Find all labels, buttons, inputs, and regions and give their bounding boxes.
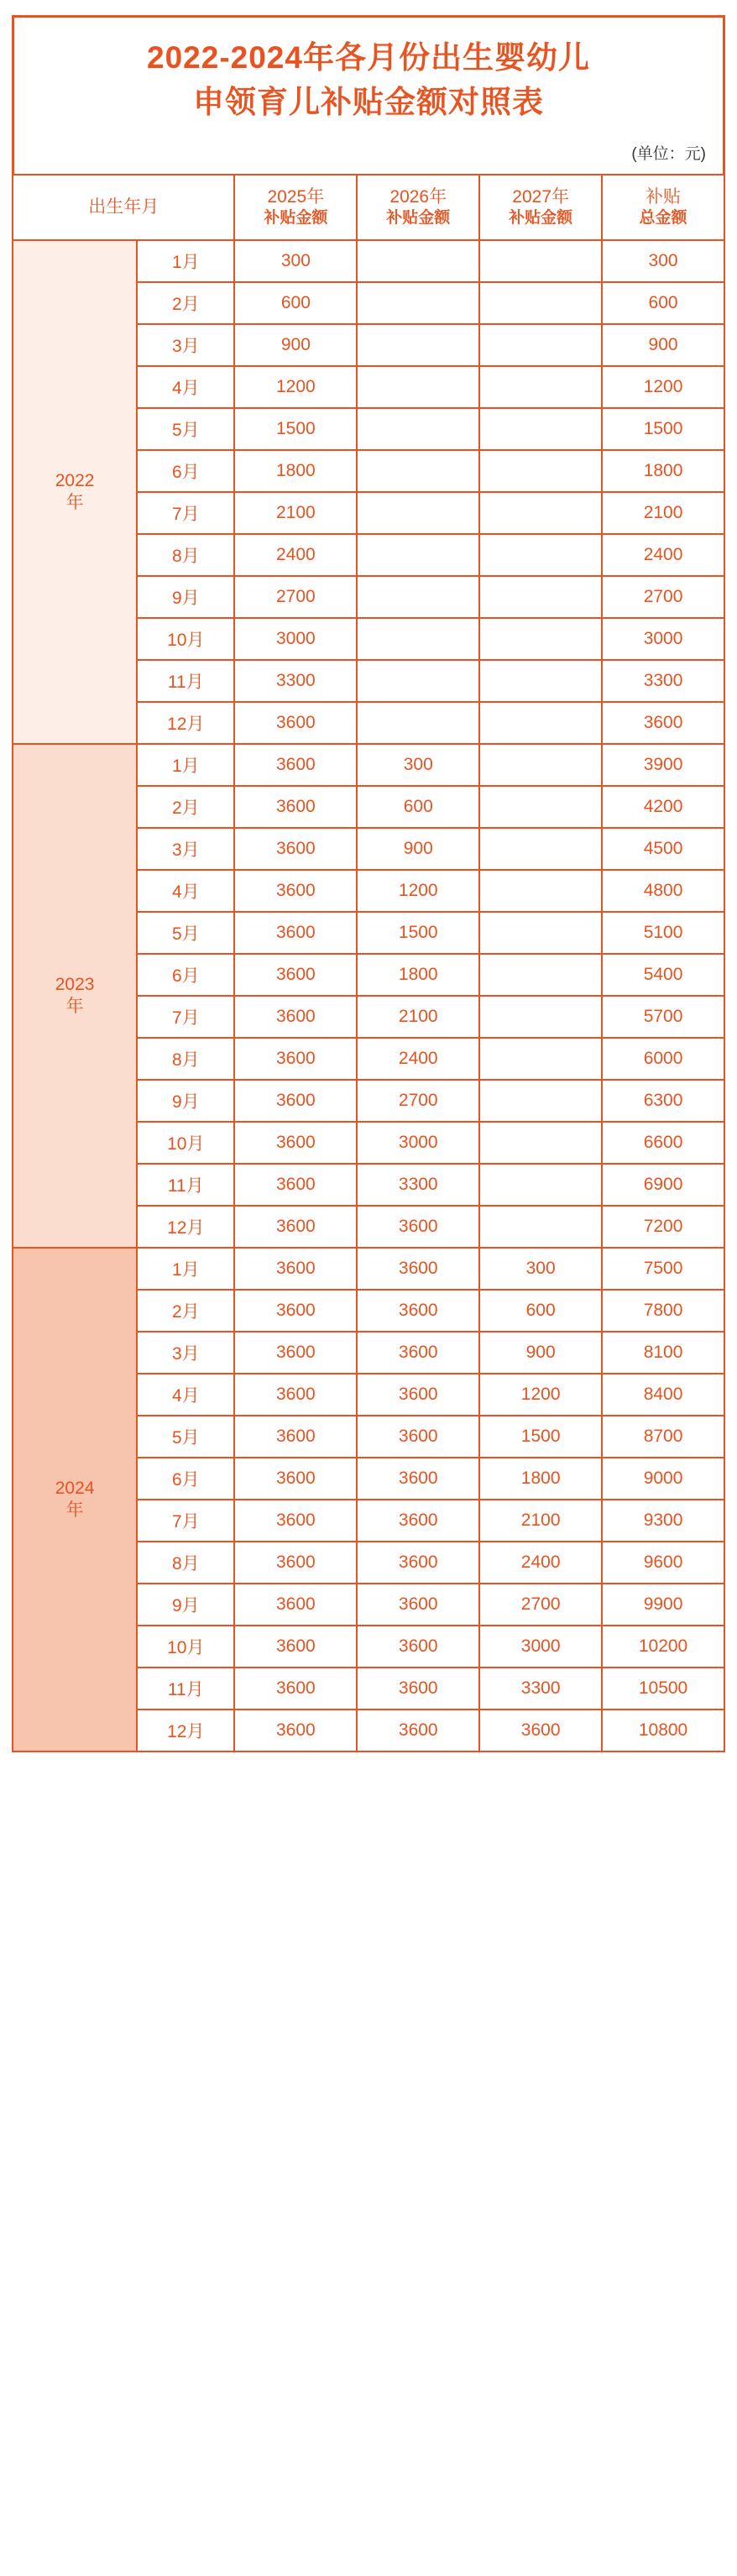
month-cell: 5月: [137, 408, 234, 450]
month-cell: 2月: [137, 282, 234, 324]
subsidy-2025-cell: 1200: [234, 366, 357, 408]
subsidy-2026-cell: 600: [357, 786, 479, 828]
subsidy-2027-cell: [479, 282, 602, 324]
subsidy-2026-cell: 3600: [357, 1668, 479, 1709]
subsidy-2027-cell: 2100: [479, 1500, 602, 1542]
subsidy-2026-cell: [357, 534, 479, 576]
subsidy-table: [12, 174, 725, 1752]
column-header-total: [602, 175, 724, 240]
subsidy-2026-cell: 2100: [357, 996, 479, 1038]
subsidy-2026-cell: [357, 702, 479, 744]
subsidy-2025-cell: 3600: [234, 1122, 357, 1164]
subsidy-2026-cell: [357, 324, 479, 366]
total-cell: 6300: [602, 1080, 724, 1122]
column-header-birth: 出生年月: [13, 175, 234, 240]
total-cell: 2100: [602, 492, 724, 534]
subsidy-2025-cell: 3600: [234, 870, 357, 912]
month-cell: 3月: [137, 828, 234, 870]
subsidy-2027-cell: [479, 828, 602, 870]
subsidy-2025-cell: 3600: [234, 1080, 357, 1122]
month-cell: 9月: [137, 576, 234, 618]
year-group-label-suffix: 年: [65, 997, 84, 1017]
total-cell: 300: [602, 240, 724, 282]
subsidy-2025-cell: 3600: [234, 1709, 357, 1751]
total-cell: 8700: [602, 1416, 724, 1458]
total-cell: 3300: [602, 660, 724, 702]
year-group-label: [13, 240, 137, 744]
column-header-2025: [234, 175, 357, 240]
total-cell: 9900: [602, 1584, 724, 1626]
month-cell: 8月: [137, 534, 234, 576]
subsidy-2027-cell: [479, 702, 602, 744]
subsidy-2026-cell: 3600: [357, 1332, 479, 1374]
month-cell: 6月: [137, 450, 234, 492]
subsidy-2025-cell: 3600: [234, 1374, 357, 1416]
subsidy-2027-cell: [479, 1038, 602, 1080]
subsidy-2027-cell: [479, 954, 602, 996]
subsidy-2026-cell: 2700: [357, 1080, 479, 1122]
subsidy-2025-cell: 3600: [234, 912, 357, 954]
year-group-label-year: 2024: [55, 1478, 95, 1498]
subsidy-2025-cell: 3600: [234, 744, 357, 786]
subsidy-2025-cell: 2700: [234, 576, 357, 618]
total-cell: 10800: [602, 1709, 724, 1751]
total-cell: 3600: [602, 702, 724, 744]
total-cell: 4200: [602, 786, 724, 828]
subsidy-2026-cell: 3600: [357, 1290, 479, 1332]
subsidy-2026-cell: 3600: [357, 1374, 479, 1416]
subsidy-2026-cell: [357, 282, 479, 324]
subsidy-2027-cell: [479, 366, 602, 408]
total-cell: 8100: [602, 1332, 724, 1374]
subsidy-2027-cell: [479, 1164, 602, 1206]
subsidy-2025-cell: 3600: [234, 1038, 357, 1080]
subsidy-2027-cell: 1200: [479, 1374, 602, 1416]
subsidy-2027-cell: 600: [479, 1290, 602, 1332]
month-cell: 7月: [137, 492, 234, 534]
title-line-1: 2022-2024年各月份出生婴幼儿: [147, 40, 590, 75]
month-cell: 4月: [137, 1374, 234, 1416]
subsidy-2025-cell: 3600: [234, 954, 357, 996]
title-block: [12, 15, 725, 136]
total-cell: 10500: [602, 1668, 724, 1709]
subsidy-2025-cell: 2400: [234, 534, 357, 576]
total-cell: 3900: [602, 744, 724, 786]
subsidy-2027-cell: 3600: [479, 1709, 602, 1751]
table-row: [13, 1248, 724, 1290]
subsidy-2025-cell: 3600: [234, 1290, 357, 1332]
total-cell: 3000: [602, 618, 724, 660]
subsidy-2025-cell: 600: [234, 282, 357, 324]
month-cell: 2月: [137, 786, 234, 828]
month-cell: 4月: [137, 366, 234, 408]
subsidy-2027-cell: 2400: [479, 1542, 602, 1584]
subsidy-2025-cell: 2100: [234, 492, 357, 534]
month-cell: 3月: [137, 324, 234, 366]
subsidy-2025-cell: 3600: [234, 1164, 357, 1206]
column-header-2027-year: 2027年: [512, 187, 569, 207]
subsidy-2026-cell: [357, 618, 479, 660]
month-cell: 6月: [137, 954, 234, 996]
column-header-total-sub: 总金额: [639, 209, 687, 228]
total-cell: 5100: [602, 912, 724, 954]
subsidy-2026-cell: 3600: [357, 1458, 479, 1500]
subsidy-2025-cell: 3600: [234, 1458, 357, 1500]
subsidy-2026-cell: 2400: [357, 1038, 479, 1080]
subsidy-2025-cell: 3600: [234, 1542, 357, 1584]
month-cell: 5月: [137, 1416, 234, 1458]
subsidy-2027-cell: [479, 240, 602, 282]
year-group-label: [13, 744, 137, 1248]
year-group-label-year: 2023: [55, 974, 95, 994]
subsidy-2026-cell: [357, 660, 479, 702]
month-cell: 11月: [137, 1164, 234, 1206]
subsidy-2027-cell: [479, 660, 602, 702]
month-cell: 5月: [137, 912, 234, 954]
subsidy-2027-cell: 900: [479, 1332, 602, 1374]
subsidy-2025-cell: 3300: [234, 660, 357, 702]
month-cell: 12月: [137, 1709, 234, 1751]
total-cell: 4800: [602, 870, 724, 912]
month-cell: 1月: [137, 1248, 234, 1290]
subsidy-2026-cell: 3600: [357, 1500, 479, 1542]
year-group-label-year: 2022: [55, 470, 95, 490]
total-cell: 7800: [602, 1290, 724, 1332]
total-cell: 7200: [602, 1206, 724, 1248]
subsidy-2027-cell: [479, 576, 602, 618]
subsidy-2025-cell: 3600: [234, 1500, 357, 1542]
subsidy-2027-cell: 3300: [479, 1668, 602, 1709]
total-cell: 9000: [602, 1458, 724, 1500]
total-cell: 9600: [602, 1542, 724, 1584]
month-cell: 12月: [137, 702, 234, 744]
total-cell: 2700: [602, 576, 724, 618]
subsidy-2027-cell: [479, 450, 602, 492]
subsidy-2026-cell: [357, 450, 479, 492]
subsidy-2026-cell: 3600: [357, 1584, 479, 1626]
subsidy-2025-cell: 3600: [234, 1626, 357, 1668]
column-header-2026-year: 2026年: [389, 187, 447, 207]
title-line-2: 申领育儿补贴金额对照表: [193, 84, 544, 119]
subsidy-2025-cell: 3600: [234, 1584, 357, 1626]
subsidy-2026-cell: [357, 576, 479, 618]
total-cell: 10200: [602, 1626, 724, 1668]
table-body: [13, 240, 724, 1751]
month-cell: 3月: [137, 1332, 234, 1374]
column-header-2026-sub: 补贴金额: [386, 209, 451, 228]
subsidy-2027-cell: [479, 492, 602, 534]
subsidy-2026-cell: 3600: [357, 1248, 479, 1290]
month-cell: 6月: [137, 1458, 234, 1500]
subsidy-2027-cell: 300: [479, 1248, 602, 1290]
total-cell: 7500: [602, 1248, 724, 1290]
total-cell: 1800: [602, 450, 724, 492]
subsidy-2026-cell: 3600: [357, 1206, 479, 1248]
subsidy-2027-cell: [479, 1206, 602, 1248]
subsidy-2027-cell: [479, 786, 602, 828]
subsidy-2025-cell: 3600: [234, 996, 357, 1038]
month-cell: 12月: [137, 1206, 234, 1248]
total-cell: 1200: [602, 366, 724, 408]
subsidy-2026-cell: 300: [357, 744, 479, 786]
total-cell: 9300: [602, 1500, 724, 1542]
subsidy-2026-cell: 3600: [357, 1542, 479, 1584]
table-head: [13, 175, 724, 240]
subsidy-2027-cell: [479, 534, 602, 576]
subsidy-2027-cell: [479, 996, 602, 1038]
column-header-2027: [479, 175, 602, 240]
subsidy-2026-cell: [357, 492, 479, 534]
subsidy-2025-cell: 1500: [234, 408, 357, 450]
total-cell: 4500: [602, 828, 724, 870]
subsidy-2026-cell: 3600: [357, 1709, 479, 1751]
column-header-2026: [357, 175, 479, 240]
subsidy-2025-cell: 3600: [234, 786, 357, 828]
subsidy-2027-cell: 1800: [479, 1458, 602, 1500]
subsidy-2027-cell: 2700: [479, 1584, 602, 1626]
subsidy-2025-cell: 3600: [234, 1332, 357, 1374]
subsidy-2027-cell: [479, 1122, 602, 1164]
unit-note: (单位：元): [12, 136, 725, 174]
subsidy-2027-cell: [479, 618, 602, 660]
total-cell: 5700: [602, 996, 724, 1038]
subsidy-2026-cell: 1200: [357, 870, 479, 912]
subsidy-2025-cell: 3600: [234, 828, 357, 870]
month-cell: 1月: [137, 240, 234, 282]
column-header-2027-sub: 补贴金额: [509, 209, 573, 228]
total-cell: 2400: [602, 534, 724, 576]
subsidy-2027-cell: [479, 324, 602, 366]
month-cell: 10月: [137, 1626, 234, 1668]
total-cell: 600: [602, 282, 724, 324]
month-cell: 9月: [137, 1080, 234, 1122]
subsidy-2027-cell: [479, 912, 602, 954]
subsidy-2026-cell: 3600: [357, 1416, 479, 1458]
month-cell: 8月: [137, 1038, 234, 1080]
subsidy-2027-cell: 3000: [479, 1626, 602, 1668]
subsidy-2025-cell: 3600: [234, 1668, 357, 1709]
total-cell: 6600: [602, 1122, 724, 1164]
year-group-label-suffix: 年: [65, 493, 84, 513]
total-cell: 5400: [602, 954, 724, 996]
month-cell: 10月: [137, 1122, 234, 1164]
column-header-2025-year: 2025年: [267, 187, 325, 207]
month-cell: 9月: [137, 1584, 234, 1626]
column-header-total-year: 补贴: [646, 187, 682, 207]
subsidy-2026-cell: 3300: [357, 1164, 479, 1206]
month-cell: 10月: [137, 618, 234, 660]
subsidy-2026-cell: 1800: [357, 954, 479, 996]
subsidy-2025-cell: 300: [234, 240, 357, 282]
subsidy-2026-cell: [357, 366, 479, 408]
month-cell: 11月: [137, 660, 234, 702]
subsidy-2027-cell: [479, 1080, 602, 1122]
month-cell: 2月: [137, 1290, 234, 1332]
subsidy-2027-cell: 1500: [479, 1416, 602, 1458]
month-cell: 1月: [137, 744, 234, 786]
subsidy-2027-cell: [479, 408, 602, 450]
subsidy-2025-cell: 3600: [234, 1206, 357, 1248]
month-cell: 11月: [137, 1668, 234, 1709]
month-cell: 7月: [137, 996, 234, 1038]
subsidy-2026-cell: 3600: [357, 1626, 479, 1668]
subsidy-2025-cell: 3600: [234, 1248, 357, 1290]
subsidy-2026-cell: 3000: [357, 1122, 479, 1164]
total-cell: 1500: [602, 408, 724, 450]
subsidy-2027-cell: [479, 870, 602, 912]
total-cell: 6900: [602, 1164, 724, 1206]
subsidy-2026-cell: [357, 408, 479, 450]
total-cell: 6000: [602, 1038, 724, 1080]
table-row: [13, 240, 724, 282]
column-header-2025-sub: 补贴金额: [264, 209, 328, 228]
month-cell: 7月: [137, 1500, 234, 1542]
month-cell: 8月: [137, 1542, 234, 1584]
year-group-label-suffix: 年: [65, 1500, 84, 1521]
subsidy-2027-cell: [479, 744, 602, 786]
subsidy-2026-cell: 1500: [357, 912, 479, 954]
total-cell: 900: [602, 324, 724, 366]
subsidy-2025-cell: 3600: [234, 1416, 357, 1458]
subsidy-2025-cell: 900: [234, 324, 357, 366]
month-cell: 4月: [137, 870, 234, 912]
subsidy-2025-cell: 3600: [234, 702, 357, 744]
total-cell: 8400: [602, 1374, 724, 1416]
table-header-row: [13, 175, 724, 240]
table-row: [13, 744, 724, 786]
year-group-label: [13, 1248, 137, 1751]
subsidy-2025-cell: 1800: [234, 450, 357, 492]
subsidy-2026-cell: [357, 240, 479, 282]
subsidy-2026-cell: 900: [357, 828, 479, 870]
subsidy-2025-cell: 3000: [234, 618, 357, 660]
